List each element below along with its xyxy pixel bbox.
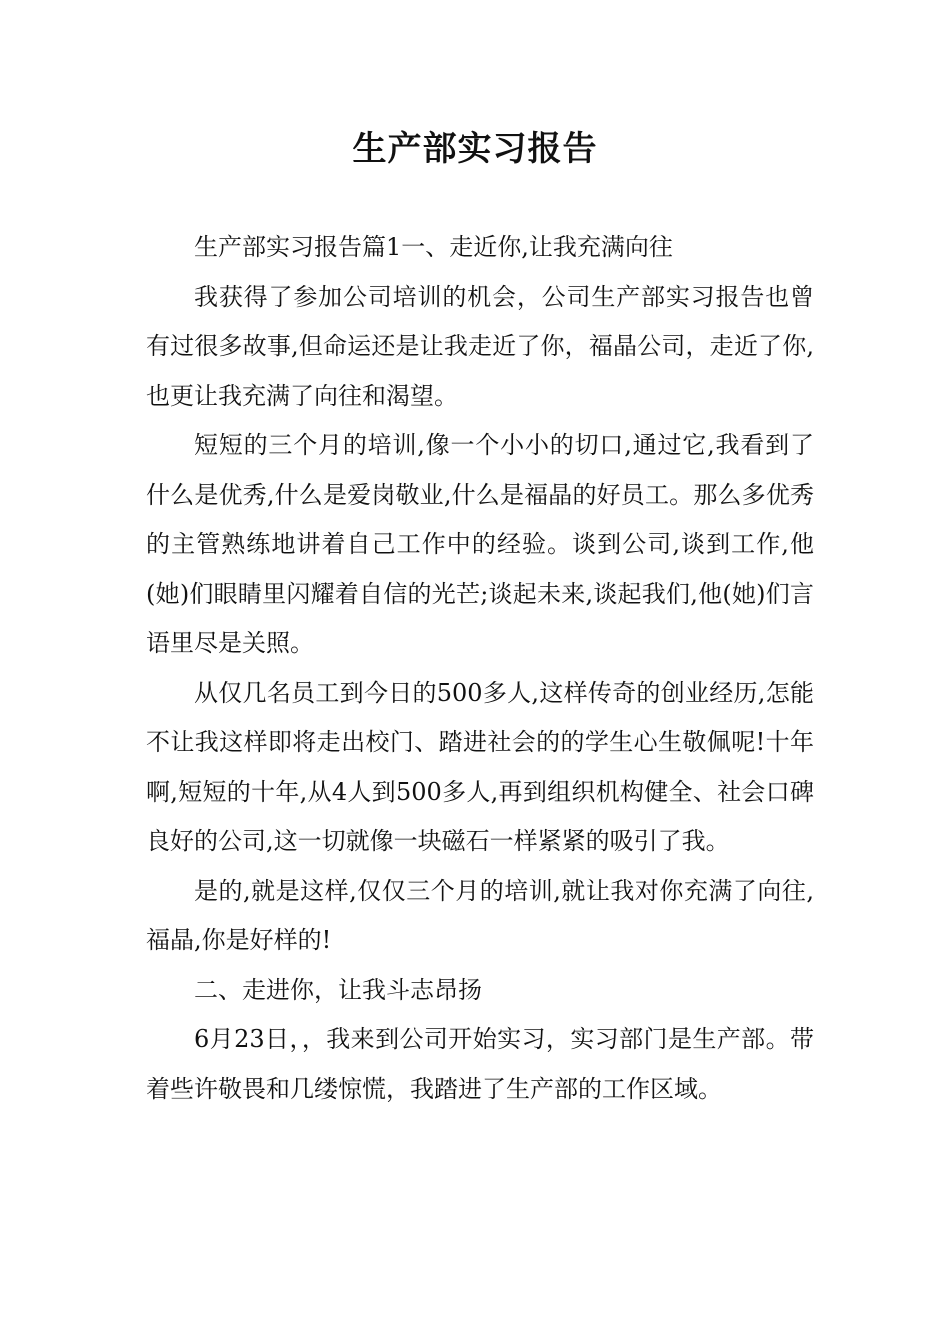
document-title: 生产部实习报告 — [352, 129, 598, 169]
paragraph: 从仅几名员工到今日的500多人,这样传奇的创业经历,怎能不让我这样即将走出校门、踏进社会的的学生心生敬佩呢!十年啊,短短的十年,从4人到500多人,再到组织机构健全、社会口碑良好的公司,这一切就像一块磁石一样紧紧的吸引了我。 — [146, 678, 814, 855]
paragraph-heading-2: 二、走进你，让我斗志昂扬 — [194, 975, 482, 1004]
document-body — [146, 223, 814, 1114]
paragraph: 是的,就是这样,仅仅三个月的培训,就让我对你充满了向往,福晶,你是好样的! — [146, 876, 814, 954]
paragraph-heading-1: 生产部实习报告篇1一、走近你,让我充满向往 — [194, 233, 673, 261]
paragraph: 6月23日，，我来到公司开始实习，实习部门是生产部。带着些许敬畏和几缕惊慌，我踏进了生产部的工作区域。 — [146, 1025, 814, 1103]
paragraph: 短短的三个月的培训,像一个小小的切口,通过它,我看到了什么是优秀,什么是爱岗敬业,什么是福晶的好员工。那么多优秀的主管熟练地讲着自己工作中的经验。谈到公司,谈到工作,他(她)们眼睛里闪耀着自信的光芒;谈起未来,谈起我们,他(她)们言语里尽是关照。 — [146, 431, 814, 657]
paragraph: 我获得了参加公司培训的机会，公司生产部实习报告也曾有过很多故事,但命运还是让我走近了你，福晶公司，走近了你,也更让我充满了向往和渴望。 — [146, 282, 814, 410]
